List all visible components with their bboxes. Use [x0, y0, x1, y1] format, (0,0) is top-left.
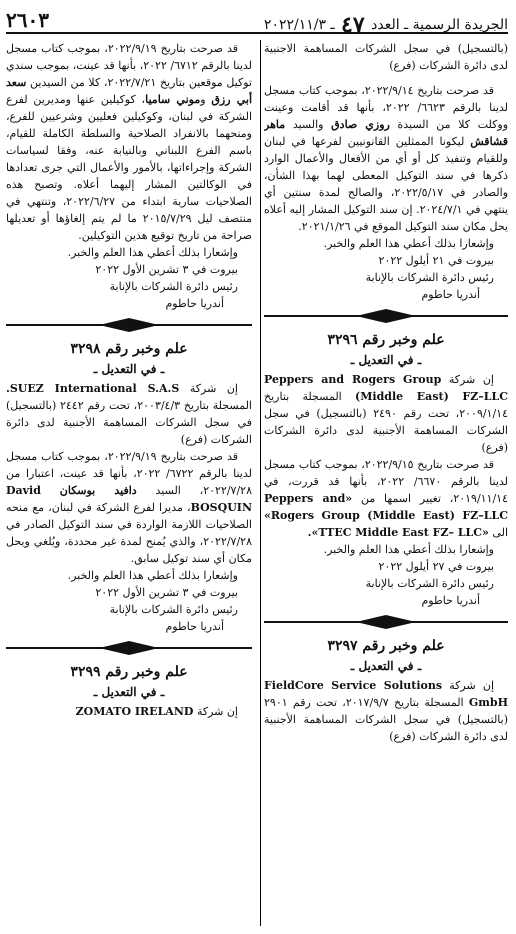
- notice-heading: [264, 635, 508, 675]
- person-name-latin: David BOSQUIN: [6, 484, 252, 514]
- company-name: SUEZ International S.A.S.: [6, 382, 180, 395]
- signature-name: أندريا حاطوم: [165, 620, 224, 633]
- closing-line: وإشعارا بذلك أعطي هذا العلم والخبر.: [67, 246, 238, 259]
- company-name: Peppers and Rogers Group (Middle East) FZ–LLC: [264, 373, 508, 403]
- page-header: [6, 6, 508, 38]
- section-ornament: [6, 641, 252, 655]
- notice-paragraph: قد صرحت بتاريخ ٢٠٢٢/٩/١٩، بموجب كتاب مسجل لدينا بالرقم ٦٧٢٢/ ٢٠٢٢، بأنها قد عينت، اعتبارا من ٢٠٢٢/٧/٢٨، السيد دافيد بوسكان David BOSQUIN، مديرا لفرع الشركة في لبنان، مع منحه الصلاحيات اللازمة الواردة في سند التوكيل الصادر في ٢٠٢٢/٧/٢٨، والذي يُمنح لمدة غير محددة، ويُلغي ويحل مكان أي سند توكيل سابق.: [6, 450, 252, 565]
- right-column: [264, 40, 508, 928]
- signature-name: أندريا حاطوم: [421, 288, 480, 301]
- notice-paragraph: قد صرحت بتاريخ ٢٠٢٢/٩/١٥، بموجب كتاب مسجل لدينا بالرقم ٦٦٧٠/ ٢٠٢٢، بأنها قد قررت، في ٢٠١٩/١١/١٤، تغيير اسمها من «Peppers and Rogers Group (Middle East) FZ–LLC» الى «TTEC Middle East FZ– LLC».: [264, 458, 508, 539]
- notice-paragraph: إن شركة ZOMATO IRELAND: [75, 705, 238, 718]
- notice-paragraph: قد صرحت بتاريخ ٢٠٢٢/٩/١٤، بموجب كتاب مسجل لدينا بالرقم ٦٦٢٣/ ٢٠٢٢، بأنها قد أقامت وعينت ووكلت كلا من السيدة روزي صادق والسيد ماهر قشاقش ليكونا الممثلين القانونيين لفرعها في لبنان وللقيام وتنفيذ كل أو أي من الأفعال والأعمال الوارد ذكرها في سند التوكيل المعطى لهما بهذا الشأن، والصادر في ٢٠٢٢/٥/١٧، والصالح لمدة سنتين أي ينتهي في ٢٠٢٤/٧/١. إن سند التوكيل المشار إليه أعلاه يحل مكان سند التوكيل الموقع في ٢٠٢١/١/٢٦.: [264, 84, 508, 233]
- company-name: ZOMATO IRELAND: [75, 705, 194, 718]
- section-ornament: [264, 309, 508, 323]
- notice-paragraph: إن شركة Peppers and Rogers Group (Middle East) FZ–LLC المسجلة بتاريخ ٢٠٠٩/١/١٤، تحت رقم ٢٤٩٠ (بالتسجيل) في سجل الشركات المساهمة الأجنبية لدى دائرة الشركات (فرع): [264, 373, 508, 454]
- signature-place-date: بيروت في ٢٧ أيلول ٢٠٢٢: [378, 560, 494, 573]
- company-name: FieldCore Service Solutions GmbH: [264, 679, 508, 709]
- signature-place-date: بيروت في ٣ تشرين الأول ٢٠٢٢: [95, 263, 238, 276]
- continuation-text: (بالتسجيل) في سجل الشركات المساهمة الاجنبية لدى دائرة الشركات (فرع): [264, 42, 508, 72]
- notice-paragraph: قد صرحت بتاريخ ٢٠٢٢/٩/١٩، بموجب كتاب مسجل لدينا بالرقم ٦٧١٢/ ٢٠٢٢، بأنها قد عينت، بموجب سندي توكيل موقعين بتاريخ ٢٠٢٢/٧/٢١، كلا من السيدين سعد أبي رزق وموني ساميا، كوكيلين عنها ومديرين لفرع الشركة في لبنان، وكوكيلين فعليين وشرعيين للفرع، ومنحهما بالانفراد الصلاحية والسلطة الكاملة للقيام، باسم الفرع اللبناني وبالنيابة عنه، وفقا لسياسات الشركة وإجراءاتها، بالأمور والأعمال التي جرى تعدادها في الوكالتين المشار إليهما أعلاه. وتصبح هذه الصلاحيات سارية ابتداء من ٢٠٢٢/٦/٢٧، وتنتهي في منتصف ليل ٢٠١٥/٧/٢٩ ما لم يتم إلغاؤها أو تعديلها صراحة من تاريخ توقيع هذين التوكيلين.: [6, 42, 252, 242]
- person-name: سعد أبي رزق: [6, 76, 252, 106]
- closing-line: وإشعارا بذلك أعطي هذا العلم والخبر.: [323, 543, 494, 556]
- new-company-name: «TTEC Middle East FZ– LLC».: [307, 526, 489, 539]
- left-column: [6, 40, 252, 928]
- notice-subtitle: ـ في التعديل ـ: [93, 685, 165, 699]
- signature-place-date: بيروت في ٣ تشرين الأول ٢٠٢٢: [95, 586, 238, 599]
- notice-title: علم وخبر رقم ٣٢٩٦: [327, 332, 445, 348]
- notice-paragraph: إن شركة FieldCore Service Solutions GmbH المسجلة بتاريخ ٢٠١٧/٩/٧، تحت رقم ٢٩٠١ (بالتسجيل) في سجل الشركات المساهمة الأجنبية لدى دائرة الشركات (فرع): [264, 679, 508, 743]
- person-name: موني ساميا: [145, 93, 201, 106]
- issue-number: ٤٧: [341, 12, 365, 38]
- gazette-name: الجريدة الرسمية ـ العدد: [371, 17, 508, 33]
- section-ornament: [6, 318, 252, 332]
- notice-title: علم وخبر رقم ٣٢٩٨: [70, 341, 188, 357]
- gazette-title: [264, 12, 508, 38]
- person-name: روزي صادق: [331, 118, 390, 131]
- column-divider: [260, 40, 261, 926]
- section-ornament: [264, 615, 508, 629]
- notice-heading: [264, 329, 508, 369]
- notice-title: علم وخبر رقم ٣٢٩٧: [327, 638, 445, 654]
- notice-paragraph: إن شركة SUEZ International S.A.S. المسجلة بتاريخ ٢٠٠٣/٤/٣، تحت رقم ٢٤٤٢ (بالتسجيل) في سجل الشركات المساهمة الأجنبية لدى دائرة الشركات (فرع): [6, 382, 252, 446]
- signature-role: رئيس دائرة الشركات بالإنابة: [365, 271, 494, 284]
- signature-role: رئيس دائرة الشركات بالإنابة: [109, 280, 238, 293]
- signature-role: رئيس دائرة الشركات بالإنابة: [365, 577, 494, 590]
- notice-subtitle: ـ في التعديل ـ: [350, 353, 422, 367]
- signature-place-date: بيروت في ٢١ أيلول ٢٠٢٢: [378, 254, 494, 267]
- signature-name: أندريا حاطوم: [421, 594, 480, 607]
- signature-role: رئيس دائرة الشركات بالإنابة: [109, 603, 238, 616]
- closing-line: وإشعارا بذلك أعطي هذا العلم والخبر.: [67, 569, 238, 582]
- person-name: ماهر قشاقش: [264, 118, 508, 148]
- closing-line: وإشعارا بذلك أعطي هذا العلم والخبر.: [323, 237, 494, 250]
- notice-subtitle: ـ في التعديل ـ: [93, 362, 165, 376]
- notice-heading: [6, 338, 252, 378]
- notice-subtitle: ـ في التعديل ـ: [350, 659, 422, 673]
- notice-heading: [6, 661, 252, 701]
- signature-name: أندريا حاطوم: [165, 297, 224, 310]
- issue-date: ـ ٢٠٢٢/١١/٣: [263, 17, 335, 33]
- notice-title: علم وخبر رقم ٣٢٩٩: [70, 664, 188, 680]
- person-name: دافيد بوسكان: [59, 484, 137, 497]
- page-number: ٢٦٠٣: [6, 8, 49, 32]
- old-company-name: «Peppers and Rogers Group (Middle East) FZ–LLC»: [264, 492, 508, 522]
